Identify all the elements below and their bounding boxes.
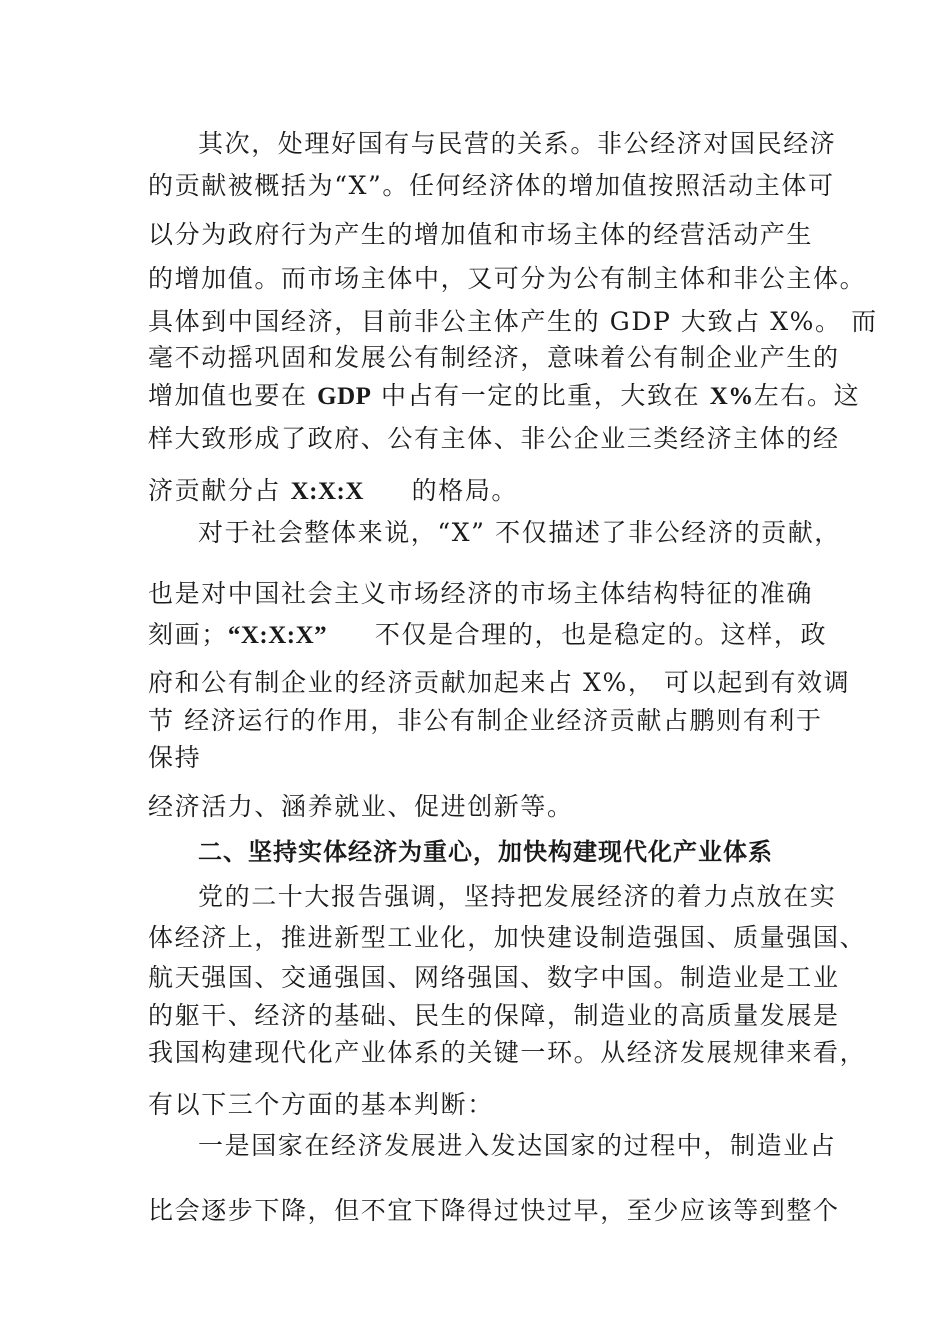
paragraph-line: 也是对中国社会主义市场经济的市场主体结构特征的准确	[148, 579, 814, 608]
paragraph-line: 党的二十大报告强调，坚持把发展经济的着力点放在实	[198, 882, 837, 911]
section-heading: 二、坚持实体经济为重心，加快构建现代化产业体系	[198, 838, 773, 866]
bold-text: “X:X:X”	[227, 622, 328, 649]
text-run: 不仅是合理的，也是稳定的。这样，政	[327, 620, 828, 649]
paragraph-line: 的贡献被概括为“X”。任何经济体的增加值按照活动主体可	[148, 171, 835, 200]
paragraph-line: 毫不动摇巩固和发展公有制经济，意味着公有制企业产生的	[148, 343, 840, 372]
paragraph-line: 我国构建现代化产业体系的关键一环。从经济发展规律来看，	[148, 1038, 867, 1067]
paragraph-line: 保持	[148, 743, 202, 772]
paragraph-line	[148, 475, 518, 508]
paragraph-line: 以分为政府行为产生的增加值和市场主体的经营活动产生	[148, 220, 814, 249]
paragraph-line: 比会逐步下降，但不宜下降得过快过早，至少应该等到整个	[148, 1196, 840, 1225]
text-run: 刻画；	[148, 620, 228, 649]
paragraph-line: 对于社会整体来说，“X” 不仅描述了非公经济的贡献，	[198, 518, 841, 547]
bold-text: GDP	[317, 383, 372, 410]
text-run: 济贡献分占	[148, 476, 291, 505]
paragraph-line: 其次，处理好国有与民营的关系。非公经济对国民经济	[198, 129, 837, 158]
text-run: 的格局。	[363, 476, 519, 505]
paragraph-line	[148, 380, 860, 413]
paragraph-line: 航天强国、交通强国、网络强国、数字中国。制造业是工业	[148, 963, 840, 992]
paragraph-line: 具体到中国经济，目前非公主体产生的 GDP 大致占 X%。 而	[148, 307, 878, 336]
paragraph-line: 府和公有制企业的经济贡献加起来占 X%， 可以起到有效调	[148, 668, 851, 697]
paragraph-line: 节 经济运行的作用，非公有制企业经济贡献占鹏则有利于	[148, 706, 823, 735]
paragraph-line: 经济活力、涵养就业、促进创新等。	[148, 792, 574, 821]
bold-text: X:X:X	[290, 478, 364, 505]
bold-text: X%	[709, 383, 754, 410]
paragraph-line: 的躯干、经济的基础、民生的保障，制造业的高质量发展是	[148, 1001, 840, 1030]
text-run: 中占有一定的比重，大致在	[371, 381, 710, 410]
paragraph-line: 的增加值。而市场主体中，又可分为公有制主体和非公主体。	[148, 264, 867, 293]
text-run: 增加值也要在	[148, 381, 318, 410]
paragraph-line: 体经济上，推进新型工业化，加快建设制造强国、质量强国、	[148, 923, 867, 952]
paragraph-line: 样大致形成了政府、公有主体、非公企业三类经济主体的经	[148, 424, 840, 453]
text-run: 左右。这	[753, 381, 861, 410]
paragraph-line	[148, 619, 827, 652]
paragraph-line: 有以下三个方面的基本判断：	[148, 1090, 494, 1119]
paragraph-line: 一是国家在经济发展进入发达国家的过程中，制造业占	[198, 1131, 837, 1160]
